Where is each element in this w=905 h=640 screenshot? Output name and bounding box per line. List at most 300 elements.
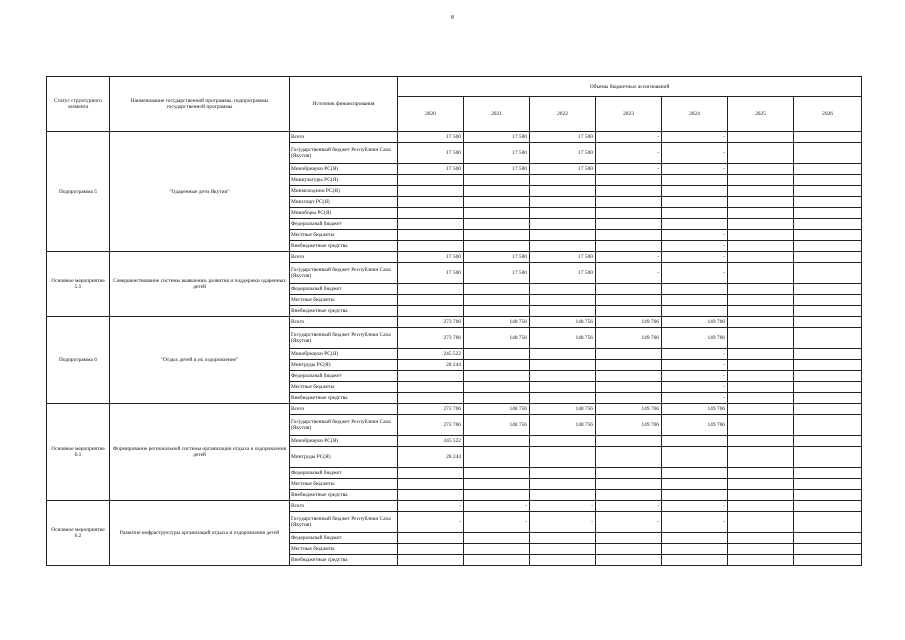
- budget-value: 273 766: [398, 415, 464, 436]
- budget-value: [794, 295, 862, 306]
- program-name: Формирование региональной системы организации отдыха и оздоровления детей: [110, 404, 290, 501]
- budget-value: -: [530, 512, 596, 533]
- budget-value: 148 756: [464, 328, 530, 349]
- budget-value: [398, 219, 464, 230]
- structure-status: Основное мероприятие 6.2: [47, 501, 110, 566]
- header-year: 2020: [398, 97, 464, 132]
- budget-value: [728, 132, 794, 143]
- budget-value: 17 500: [464, 252, 530, 263]
- funding-source: Минтруды РС(Я): [290, 360, 398, 371]
- budget-value: [794, 164, 862, 175]
- budget-value: [398, 490, 464, 501]
- budget-value: [464, 371, 530, 382]
- budget-value: [728, 252, 794, 263]
- budget-value: [530, 490, 596, 501]
- budget-value: 17 500: [530, 164, 596, 175]
- budget-value: [794, 230, 862, 241]
- budget-value: [530, 306, 596, 317]
- budget-value: [794, 468, 862, 479]
- budget-value: [596, 533, 662, 544]
- budget-value: [794, 447, 862, 468]
- budget-value: [728, 501, 794, 512]
- budget-value: 149 766: [596, 317, 662, 328]
- budget-value: [794, 360, 862, 371]
- budget-value: 273 766: [398, 328, 464, 349]
- budget-value: [464, 284, 530, 295]
- budget-value: [530, 479, 596, 490]
- budget-value: -: [596, 132, 662, 143]
- budget-value: [464, 197, 530, 208]
- budget-value: [398, 241, 464, 252]
- budget-value: -: [464, 512, 530, 533]
- budget-value: [398, 306, 464, 317]
- budget-value: [794, 263, 862, 284]
- budget-value: [530, 382, 596, 393]
- budget-value: [596, 306, 662, 317]
- structure-status: Подпрограмма 6: [47, 317, 110, 404]
- budget-value: [398, 295, 464, 306]
- table-row: [47, 501, 862, 512]
- funding-source: Минспорт РС(Я): [290, 197, 398, 208]
- budget-value: [398, 393, 464, 404]
- funding-source: Местные бюджеты: [290, 230, 398, 241]
- table-row: [47, 132, 862, 143]
- program-name: "Одаренные дети Якутии": [110, 132, 290, 252]
- budget-value: [464, 208, 530, 219]
- budget-value: [794, 284, 862, 295]
- funding-source: Минобрнауки РС(Я): [290, 349, 398, 360]
- budget-value: 148 756: [530, 317, 596, 328]
- budget-value: [794, 241, 862, 252]
- budget-value: [596, 284, 662, 295]
- budget-value: [728, 328, 794, 349]
- budget-value: [794, 512, 862, 533]
- budget-value: [398, 371, 464, 382]
- budget-value: [662, 306, 728, 317]
- budget-value: [530, 219, 596, 230]
- page-number: 8: [451, 15, 454, 21]
- budget-value: 17 500: [398, 263, 464, 284]
- budget-value: -: [662, 263, 728, 284]
- budget-value: [794, 208, 862, 219]
- budget-value: [728, 468, 794, 479]
- budget-value: [728, 382, 794, 393]
- budget-value: [464, 349, 530, 360]
- budget-value: -: [398, 501, 464, 512]
- budget-value: [596, 175, 662, 186]
- budget-value: -: [596, 252, 662, 263]
- budget-value: 273 766: [398, 404, 464, 415]
- budget-value: [728, 349, 794, 360]
- budget-value: -: [662, 501, 728, 512]
- table-body: [47, 132, 862, 566]
- budget-value: [596, 230, 662, 241]
- budget-value: 149 766: [662, 415, 728, 436]
- budget-value: -: [662, 393, 728, 404]
- budget-value: 149 766: [662, 328, 728, 349]
- budget-value: [794, 349, 862, 360]
- budget-value: 148 756: [530, 415, 596, 436]
- budget-value: -: [662, 143, 728, 164]
- budget-value: -: [530, 501, 596, 512]
- budget-value: [464, 544, 530, 555]
- budget-value: -: [662, 349, 728, 360]
- budget-value: [728, 490, 794, 501]
- budget-value: [530, 533, 596, 544]
- budget-value: -: [662, 164, 728, 175]
- budget-value: [596, 447, 662, 468]
- budget-value: [662, 479, 728, 490]
- budget-value: 245 522: [398, 349, 464, 360]
- budget-value: -: [662, 241, 728, 252]
- funding-source: Всего: [290, 501, 398, 512]
- budget-value: [728, 208, 794, 219]
- budget-value: -: [596, 512, 662, 533]
- budget-value: [596, 479, 662, 490]
- budget-value: [464, 468, 530, 479]
- budget-value: -: [662, 360, 728, 371]
- budget-value: 245 522: [398, 436, 464, 447]
- program-name: Развитие инфраструктуры организаций отдыха и оздоровления детей: [110, 501, 290, 566]
- budget-value: [728, 197, 794, 208]
- budget-value: [794, 328, 862, 349]
- budget-value: [398, 284, 464, 295]
- funding-source: Федеральный бюджет: [290, 468, 398, 479]
- funding-source: Внебюджетные средства: [290, 241, 398, 252]
- budget-value: [728, 317, 794, 328]
- budget-value: [662, 197, 728, 208]
- budget-value: [662, 447, 728, 468]
- table-row: [47, 252, 862, 263]
- budget-value: [662, 555, 728, 566]
- budget-value: [728, 295, 794, 306]
- budget-value: 17 500: [398, 164, 464, 175]
- funding-source: Всего: [290, 252, 398, 263]
- budget-value: [530, 186, 596, 197]
- budget-value: [530, 371, 596, 382]
- budget-value: [530, 284, 596, 295]
- header-year: 2024: [662, 97, 728, 132]
- budget-value: [464, 393, 530, 404]
- budget-value: [596, 371, 662, 382]
- budget-value: [464, 186, 530, 197]
- budget-value: [464, 360, 530, 371]
- funding-source: Федеральный бюджет: [290, 219, 398, 230]
- budget-value: 148 756: [530, 404, 596, 415]
- program-name: "Отдых детей и их оздоровление": [110, 317, 290, 404]
- budget-value: [530, 208, 596, 219]
- header-year: 2026: [794, 97, 862, 132]
- funding-source: Всего: [290, 132, 398, 143]
- funding-source: Государственный бюджет Республики Саха (Якутия): [290, 415, 398, 436]
- budget-value: [794, 306, 862, 317]
- budget-value: [794, 555, 862, 566]
- funding-source: Всего: [290, 404, 398, 415]
- budget-value: [662, 544, 728, 555]
- budget-value: [728, 263, 794, 284]
- budget-value: [662, 490, 728, 501]
- funding-source: Государственный бюджет Республики Саха (Якутия): [290, 263, 398, 284]
- budget-value: [662, 468, 728, 479]
- budget-value: [794, 371, 862, 382]
- budget-table: [46, 76, 862, 566]
- funding-source: Местные бюджеты: [290, 544, 398, 555]
- budget-value: [728, 544, 794, 555]
- funding-source: Внебюджетные средства: [290, 490, 398, 501]
- budget-value: [794, 219, 862, 230]
- budget-value: [728, 175, 794, 186]
- budget-value: [728, 284, 794, 295]
- budget-value: [794, 544, 862, 555]
- funding-source: Минкультуры РС(Я): [290, 175, 398, 186]
- budget-value: 17 500: [398, 132, 464, 143]
- budget-value: [398, 555, 464, 566]
- budget-value: [794, 501, 862, 512]
- budget-value: -: [662, 230, 728, 241]
- budget-value: [728, 436, 794, 447]
- budget-value: [464, 382, 530, 393]
- budget-value: [530, 230, 596, 241]
- funding-source: Федеральный бюджет: [290, 371, 398, 382]
- budget-value: 17 500: [530, 263, 596, 284]
- budget-value: [530, 295, 596, 306]
- budget-value: [530, 360, 596, 371]
- budget-value: [596, 490, 662, 501]
- budget-value: [398, 208, 464, 219]
- budget-value: [596, 360, 662, 371]
- budget-value: [728, 306, 794, 317]
- budget-value: 148 756: [530, 328, 596, 349]
- budget-value: [662, 436, 728, 447]
- structure-status: Основное мероприятие 6.1: [47, 404, 110, 501]
- budget-value: [662, 284, 728, 295]
- budget-value: [662, 533, 728, 544]
- budget-value: -: [596, 263, 662, 284]
- budget-value: 149 766: [662, 317, 728, 328]
- budget-value: -: [662, 132, 728, 143]
- budget-value: [728, 186, 794, 197]
- header-name: Наименование государственной программы, подпрограммы государственной программы: [110, 77, 290, 132]
- budget-value: [794, 415, 862, 436]
- funding-source: Миноборы РС(Я): [290, 208, 398, 219]
- budget-value: [728, 555, 794, 566]
- budget-value: [398, 544, 464, 555]
- budget-value: [398, 479, 464, 490]
- budget-value: [728, 415, 794, 436]
- budget-value: 17 500: [398, 252, 464, 263]
- budget-value: -: [662, 371, 728, 382]
- funding-source: Минмолодежи РС(Я): [290, 186, 398, 197]
- budget-value: -: [398, 512, 464, 533]
- budget-value: [464, 175, 530, 186]
- funding-source: Федеральный бюджет: [290, 284, 398, 295]
- budget-value: [398, 197, 464, 208]
- budget-value: [794, 479, 862, 490]
- budget-value: [596, 295, 662, 306]
- header-year: 2022: [530, 97, 596, 132]
- budget-value: 28 244: [398, 360, 464, 371]
- funding-source: Федеральный бюджет: [290, 533, 398, 544]
- funding-source: Государственный бюджет Республики Саха (Якутия): [290, 512, 398, 533]
- budget-value: 273 766: [398, 317, 464, 328]
- budget-value: [530, 436, 596, 447]
- budget-value: [728, 533, 794, 544]
- funding-source: Внебюджетные средства: [290, 393, 398, 404]
- budget-value: [794, 317, 862, 328]
- budget-value: [464, 533, 530, 544]
- table-row: [47, 317, 862, 328]
- header-volume: Объемы бюджетных ассигнований: [398, 77, 862, 97]
- budget-value: [530, 393, 596, 404]
- program-name: Совершенствование системы выявления, развития и поддержки одаренных детей: [110, 252, 290, 317]
- budget-value: [464, 241, 530, 252]
- budget-value: [728, 164, 794, 175]
- budget-value: -: [662, 252, 728, 263]
- budget-value: 17 500: [530, 143, 596, 164]
- budget-value: [596, 241, 662, 252]
- budget-value: [464, 219, 530, 230]
- budget-value: [596, 436, 662, 447]
- funding-source: Внебюджетные средства: [290, 555, 398, 566]
- header-year: 2023: [596, 97, 662, 132]
- budget-value: [794, 490, 862, 501]
- funding-source: Местные бюджеты: [290, 382, 398, 393]
- budget-value: [728, 447, 794, 468]
- budget-value: [596, 197, 662, 208]
- table-row: [47, 404, 862, 415]
- funding-source: Государственный бюджет Республики Саха (Якутия): [290, 143, 398, 164]
- budget-value: 17 500: [464, 143, 530, 164]
- budget-value: [596, 186, 662, 197]
- budget-value: [398, 175, 464, 186]
- budget-value: [728, 143, 794, 164]
- budget-value: 17 500: [464, 164, 530, 175]
- budget-value: [596, 349, 662, 360]
- budget-value: [530, 468, 596, 479]
- budget-value: [398, 230, 464, 241]
- budget-value: [662, 186, 728, 197]
- budget-value: 149 766: [596, 404, 662, 415]
- budget-value: [794, 393, 862, 404]
- header-status: Статус структурного элемента: [47, 77, 110, 132]
- budget-value: [728, 479, 794, 490]
- budget-value: [794, 533, 862, 544]
- budget-value: -: [464, 501, 530, 512]
- budget-value: [728, 241, 794, 252]
- budget-value: [398, 533, 464, 544]
- budget-value: [794, 382, 862, 393]
- budget-value: [530, 241, 596, 252]
- budget-value: 28 244: [398, 447, 464, 468]
- budget-value: 17 500: [530, 252, 596, 263]
- budget-value: [530, 447, 596, 468]
- budget-value: -: [596, 164, 662, 175]
- funding-source: Минтруды РС(Я): [290, 447, 398, 468]
- budget-value: 148 756: [464, 404, 530, 415]
- budget-value: 149 766: [662, 404, 728, 415]
- budget-value: [464, 306, 530, 317]
- budget-value: [794, 197, 862, 208]
- budget-value: [728, 404, 794, 415]
- budget-value: [794, 143, 862, 164]
- funding-source: Государственный бюджет Республики Саха (Якутия): [290, 328, 398, 349]
- budget-value: [728, 360, 794, 371]
- budget-value: [596, 544, 662, 555]
- budget-value: 149 766: [596, 328, 662, 349]
- structure-status: Подпрограмма 5: [47, 132, 110, 252]
- header-year: 2025: [728, 97, 794, 132]
- budget-value: [662, 208, 728, 219]
- budget-value: [464, 447, 530, 468]
- budget-value: [794, 404, 862, 415]
- funding-source: Местные бюджеты: [290, 479, 398, 490]
- budget-value: [596, 393, 662, 404]
- budget-value: [596, 219, 662, 230]
- budget-value: 148 756: [464, 415, 530, 436]
- budget-value: [530, 544, 596, 555]
- budget-value: -: [596, 501, 662, 512]
- budget-value: [398, 382, 464, 393]
- budget-value: [728, 219, 794, 230]
- header-source: Источник финансирования: [290, 77, 398, 132]
- budget-value: 17 500: [398, 143, 464, 164]
- budget-value: [596, 208, 662, 219]
- budget-value: [464, 295, 530, 306]
- budget-value: 17 500: [530, 132, 596, 143]
- budget-value: [662, 219, 728, 230]
- structure-status: Основное мероприятие 5.1: [47, 252, 110, 317]
- budget-value: 149 766: [596, 415, 662, 436]
- budget-value: [530, 349, 596, 360]
- budget-value: [530, 197, 596, 208]
- budget-value: [662, 295, 728, 306]
- budget-value: -: [662, 382, 728, 393]
- budget-value: [398, 468, 464, 479]
- budget-value: 17 500: [464, 132, 530, 143]
- funding-source: Минобрнауки РС(Я): [290, 436, 398, 447]
- budget-value: [596, 555, 662, 566]
- budget-value: [794, 186, 862, 197]
- budget-value: 17 500: [464, 263, 530, 284]
- budget-value: [530, 175, 596, 186]
- budget-value: [728, 230, 794, 241]
- budget-value: [464, 490, 530, 501]
- budget-value: [794, 252, 862, 263]
- budget-value: [728, 371, 794, 382]
- budget-value: 148 756: [464, 317, 530, 328]
- funding-source: Минобрнауки РС(Я): [290, 164, 398, 175]
- budget-value: [596, 382, 662, 393]
- funding-source: Всего: [290, 317, 398, 328]
- budget-value: [464, 555, 530, 566]
- header-year: 2021: [464, 97, 530, 132]
- budget-value: [464, 230, 530, 241]
- budget-value: [794, 132, 862, 143]
- budget-value: [794, 175, 862, 186]
- budget-value: [728, 393, 794, 404]
- funding-source: Местные бюджеты: [290, 295, 398, 306]
- budget-value: [530, 555, 596, 566]
- budget-value: [596, 468, 662, 479]
- budget-value: [794, 436, 862, 447]
- budget-value: [464, 479, 530, 490]
- budget-value: -: [662, 512, 728, 533]
- budget-value: [728, 512, 794, 533]
- budget-value: [398, 186, 464, 197]
- budget-value: [662, 175, 728, 186]
- funding-source: Внебюджетные средства: [290, 306, 398, 317]
- budget-value: -: [596, 143, 662, 164]
